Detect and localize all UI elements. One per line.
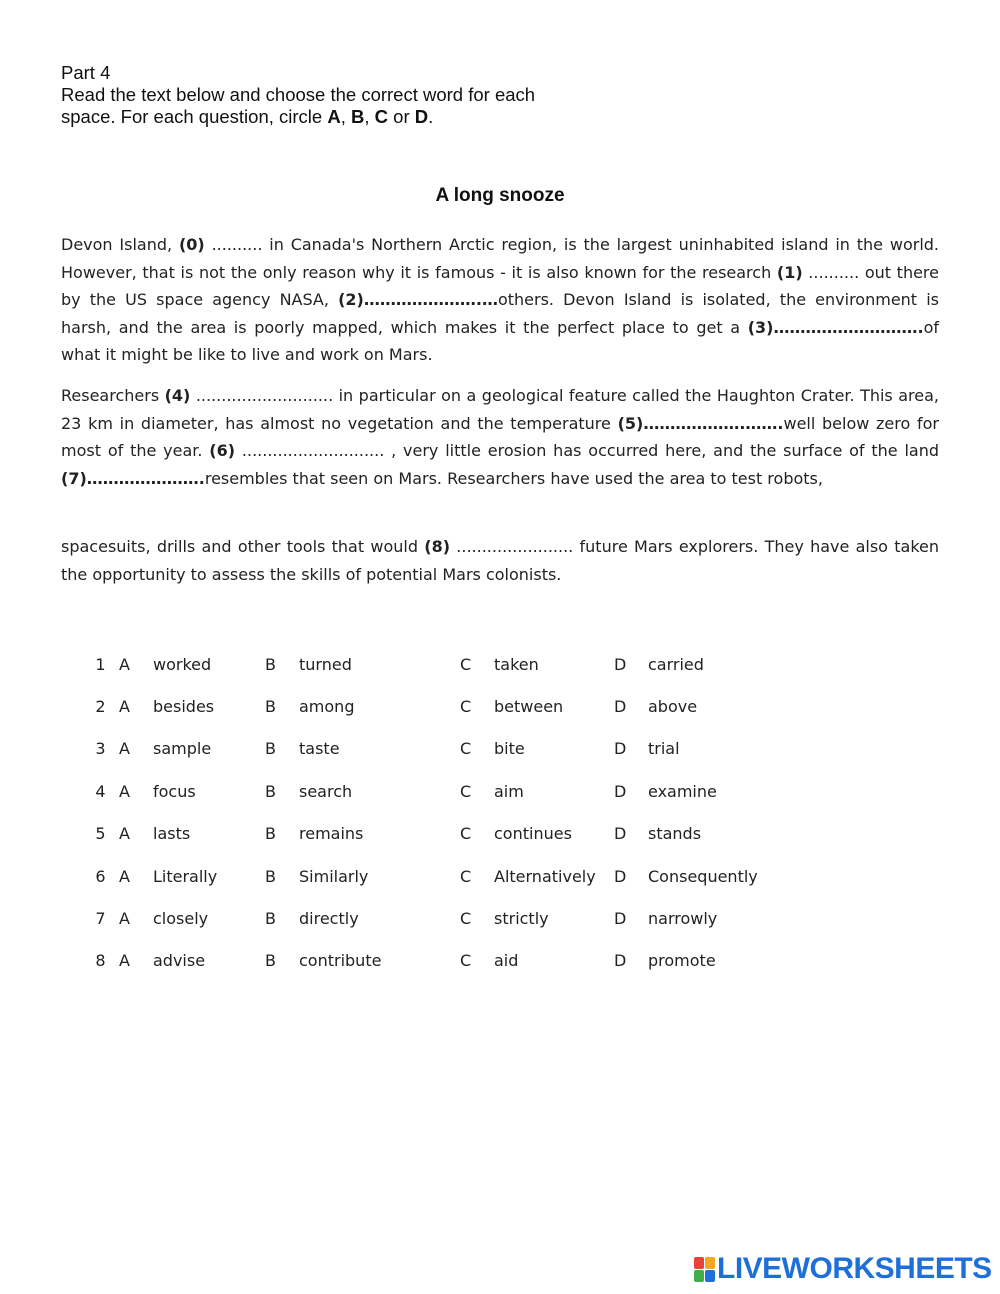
option-letter-c: C bbox=[460, 781, 472, 801]
gap-6[interactable]: (6) bbox=[209, 441, 236, 461]
text-title: A long snooze bbox=[435, 185, 565, 206]
option-b[interactable]: contribute bbox=[299, 951, 382, 971]
option-letter-d: D bbox=[614, 781, 627, 801]
gap-3[interactable]: (3)………………………. bbox=[747, 317, 924, 337]
option-letter-a: A bbox=[119, 654, 130, 674]
gap-7[interactable]: (7)…………………. bbox=[61, 468, 205, 488]
gap-5[interactable]: (5)……………….……. bbox=[617, 413, 784, 433]
option-letter-b: B bbox=[265, 866, 276, 886]
option-b[interactable]: remains bbox=[299, 824, 364, 844]
gap-8[interactable]: (8) bbox=[424, 537, 451, 556]
option-d[interactable]: promote bbox=[648, 951, 716, 971]
option-d[interactable]: narrowly bbox=[648, 909, 718, 929]
option-c[interactable]: bite bbox=[494, 739, 525, 759]
option-d[interactable]: examine bbox=[648, 781, 717, 801]
option-letter-b: B bbox=[265, 654, 276, 674]
option-d[interactable]: above bbox=[648, 697, 698, 717]
option-c[interactable]: continues bbox=[494, 824, 572, 844]
liveworksheets-logo-icon bbox=[694, 1257, 714, 1281]
question-number: 6 bbox=[95, 866, 106, 886]
paragraph-2: Researchers (4) ........................... in particular on a geological feature called the Haughton Crater. This area, 23 km in diameter, has almost no vegetation and the temperature (5)……………….…….well below zero for most of the year. (6) ............................ , very little erosion has occurred here, and the surface of the land (7)………………….resembles that seen on Mars. Researchers have used the area to test robots, bbox=[61, 386, 939, 488]
option-a[interactable]: closely bbox=[153, 909, 209, 929]
option-letter-d: D bbox=[614, 739, 627, 759]
question-number: 2 bbox=[95, 697, 106, 717]
instruction-line-2: space. For each question, circle A, B, C or D. bbox=[61, 106, 434, 127]
gap-0: (0) bbox=[178, 235, 205, 254]
question-number: 7 bbox=[95, 909, 106, 929]
option-c[interactable]: Alternatively bbox=[494, 866, 596, 886]
option-c[interactable]: aid bbox=[494, 951, 519, 971]
option-b[interactable]: among bbox=[299, 697, 355, 717]
option-d[interactable]: trial bbox=[648, 739, 680, 759]
option-b[interactable]: Similarly bbox=[299, 866, 369, 886]
question-number: 8 bbox=[95, 951, 106, 971]
liveworksheets-logo bbox=[694, 1254, 992, 1284]
option-letter-d: D bbox=[614, 654, 627, 674]
gap-1[interactable]: (1) bbox=[776, 262, 803, 282]
option-a[interactable]: sample bbox=[153, 739, 212, 759]
question-row bbox=[82, 728, 848, 770]
question-number: 1 bbox=[95, 654, 106, 674]
logo-mark-green bbox=[694, 1270, 704, 1282]
option-letter-b: B bbox=[265, 824, 276, 844]
option-letter-a: A bbox=[119, 824, 130, 844]
question-row bbox=[82, 643, 848, 685]
question-number: 3 bbox=[95, 739, 106, 759]
option-letter-c: C bbox=[460, 824, 472, 844]
option-letter-a: A bbox=[119, 739, 130, 759]
option-letter-a: A bbox=[119, 909, 130, 929]
question-row bbox=[82, 770, 848, 812]
option-a[interactable]: advise bbox=[153, 951, 206, 971]
option-letter-a: A bbox=[119, 866, 130, 886]
logo-mark-orange bbox=[705, 1257, 715, 1269]
option-letter-c: C bbox=[460, 909, 472, 929]
question-row bbox=[82, 813, 848, 855]
option-letter-b: B bbox=[265, 951, 276, 971]
option-letter-a: A bbox=[119, 697, 130, 717]
option-letter-c: C bbox=[460, 739, 472, 759]
option-letter-a: A bbox=[119, 781, 130, 801]
option-a[interactable]: focus bbox=[153, 781, 196, 801]
option-d[interactable]: Consequently bbox=[648, 866, 758, 886]
option-letter-b: B bbox=[265, 739, 276, 759]
paragraph-3: spacesuits, drills and other tools that would (8) ....................... future Mars explorers. They have also taken the opportunity to assess the skills of potential Mars colonists. bbox=[61, 537, 939, 584]
option-letter-b: B bbox=[265, 781, 276, 801]
option-b[interactable]: turned bbox=[299, 654, 352, 674]
option-letter-b: B bbox=[265, 909, 276, 929]
logo-mark-blue bbox=[705, 1270, 715, 1282]
question-number: 4 bbox=[95, 781, 106, 801]
answer-options-table bbox=[82, 643, 848, 982]
question-number: 5 bbox=[95, 824, 106, 844]
option-b[interactable]: search bbox=[299, 781, 353, 801]
option-b[interactable]: taste bbox=[299, 739, 340, 759]
option-b[interactable]: directly bbox=[299, 909, 359, 929]
option-letter-c: C bbox=[460, 654, 472, 674]
option-letter-d: D bbox=[614, 909, 627, 929]
option-a[interactable]: lasts bbox=[153, 824, 191, 844]
option-c[interactable]: strictly bbox=[494, 909, 549, 929]
question-row bbox=[82, 685, 848, 727]
question-row bbox=[82, 940, 848, 982]
logo-text: LIVEWORKSHEETS bbox=[717, 1252, 992, 1285]
gap-2[interactable]: (2)………………….… bbox=[338, 290, 498, 310]
instruction-line-1: Read the text below and choose the correct word for each bbox=[61, 84, 536, 105]
option-letter-d: D bbox=[614, 951, 627, 971]
question-row bbox=[82, 855, 848, 897]
option-d[interactable]: stands bbox=[648, 824, 702, 844]
option-letter-d: D bbox=[614, 866, 627, 886]
logo-mark-red bbox=[694, 1257, 704, 1269]
option-letter-c: C bbox=[460, 697, 472, 717]
option-a[interactable]: besides bbox=[153, 697, 215, 717]
option-a[interactable]: Literally bbox=[153, 866, 218, 886]
option-letter-d: D bbox=[614, 824, 627, 844]
option-c[interactable]: aim bbox=[494, 781, 524, 801]
option-d[interactable]: carried bbox=[648, 654, 704, 674]
option-c[interactable]: taken bbox=[494, 654, 539, 674]
part-label: Part 4 bbox=[61, 62, 111, 83]
option-letter-c: C bbox=[460, 951, 472, 971]
option-a[interactable]: worked bbox=[153, 654, 212, 674]
option-letter-d: D bbox=[614, 697, 627, 717]
option-letter-b: B bbox=[265, 697, 276, 717]
paragraph-1: Devon Island, (0) .......... in Canada's Northern Arctic region, is the largest uninhabited island in the world. However, that is not the only reason why it is famous - it is also known for the research (1) .......... out there by the US space agency NASA, (2)………………….…others. Devon Island is isolated, the environment is harsh, and the area is poorly mapped, which makes it the perfect place to get a (3)……………………….of what it might be like to live and work on Mars. bbox=[61, 235, 940, 365]
instructions-header bbox=[61, 62, 621, 128]
gap-4[interactable]: (4) bbox=[164, 386, 191, 405]
question-row bbox=[82, 897, 848, 939]
option-c[interactable]: between bbox=[494, 697, 564, 717]
option-letter-c: C bbox=[460, 866, 472, 886]
option-letter-a: A bbox=[119, 951, 130, 971]
